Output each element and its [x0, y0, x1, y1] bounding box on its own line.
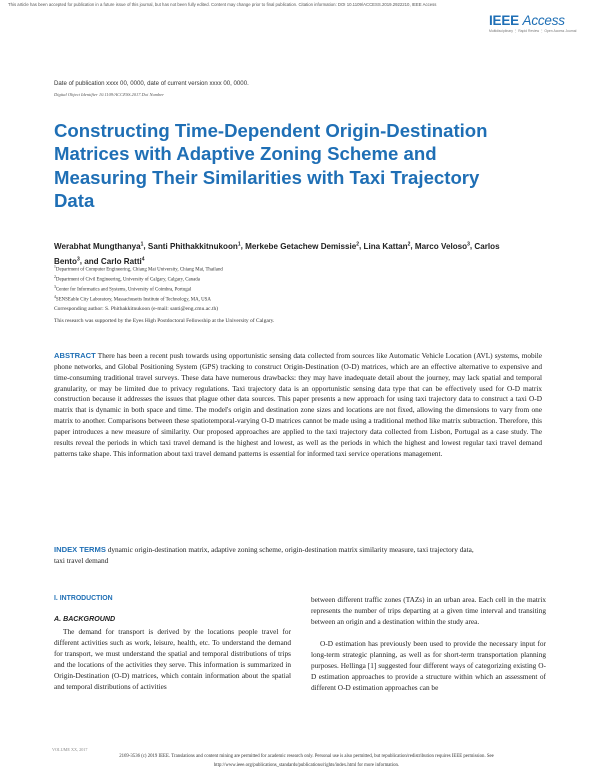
section-heading: I. INTRODUCTION [54, 595, 113, 602]
author: Lina Kattan$^2$ [363, 241, 411, 251]
author: Merkebe Getachew Demissie$^2$ [245, 241, 360, 251]
subsection-heading: A. BACKGROUND [54, 615, 116, 623]
logo-tagline: Multidisciplinary ⋮ Rapid Review ⋮ Open Access Journal [489, 29, 577, 33]
author: Werabhat Mungthanya$^1$ [54, 241, 144, 251]
author: Marco Veloso$^3$ [414, 241, 470, 251]
body-paragraph-right-2: O-D estimation has previously been used to provide the necessary input for long-term strategic planning, as well as for short-term transportation planning purposes. Hellinga [1] suggested four different ways of categorizing existing O-D estimation approaches to provide a structure within which an assessment of different O-D estimation approaches can be [311, 639, 546, 692]
affiliation: $^1$Department of Computer Engineering, Chiang Mai University, Chiang Mai, Thailand [54, 265, 223, 273]
abstract [54, 351, 542, 459]
logo-access: Access [522, 13, 565, 28]
affiliation: $^3$Center for Informatics and Systems, University of Coimbra, Portugal [54, 285, 192, 293]
index-terms [54, 545, 474, 567]
affiliation-list [54, 264, 524, 304]
index-terms-label: INDEX TERMS [54, 545, 106, 554]
page-footer [52, 747, 559, 770]
body-paragraph-left: The demand for transport is derived by the locations people travel for different activities such as work, leisure, health, etc. To understand the demand for transport, we must understand the spatial and temporal distributions of trips and the locations of the activities they serve. This information is summarized in Origin-Destination (O-D) matrices, which contain information about the spatial and temporal distributions of activities [54, 627, 291, 691]
copyright-line: 2169-3536 (c) 2019 IEEE. Translations and content mining are permitted for academic research only. Personal use is also permitted, but republication/redistribution requires IEEE permission. See [119, 754, 494, 759]
logo-wordmark [489, 14, 589, 28]
author-list: Werabhat Mungthanya$^1$, Santi Phithakkitnukoon$^1$, Merkebe Getachew Demissie$^2$, Lina Kattan$^2$, Marco Veloso$^3$, Carlos Bento$^3$, and Carlo Ratti$^4$ [54, 241, 500, 266]
affiliation: $^2$Department of Civil Engineering, University of Calgary, Calgary, Canada [54, 275, 200, 283]
publication-date-line: Date of publication xxxx 00, 0000, date of current version xxxx 00, 0000. [54, 80, 249, 87]
index-terms-text: dynamic origin-destination matrix, adaptive zoning scheme, origin-destination matrix similarity measure, taxi trajectory data, taxi travel demand [54, 545, 474, 565]
abstract-label: ABSTRACT [54, 351, 96, 360]
author: Carlos Bento$^3$ [54, 241, 500, 266]
top-citation-note: This article has been accepted for publication in a future issue of this journal, but has not been fully edited. Content may change prior to final publication. Citation information: DOI 10.1109/ACCESS.2019.2922210, IEEE Access [8, 2, 437, 7]
author: and Carlo Ratti$^4$ [84, 256, 145, 266]
volume-label: VOLUME XX, 2017 [52, 747, 88, 752]
abstract-text: There has been a recent push towards using opportunistic sensing data collected from sources like Automatic Vehicle Location (AVL) systems, mobile phone networks, and Global Positioning System (GPS) tracking to construct Origin-Destination (O-D) matrices, which are an effective alternative to expensive and time-consuming traditional travel surveys. These data have numerous drawbacks: they may have inadequate detail about the journey, may lack spatial and temporal granularity, or may be limited due to privacy regulations. Taxi trajectory data is an opportunistic sensing data type that can be effectively used for O-D matrix construction because it addresses the issues that plague other data sources. This paper presents a new approach for using taxi trajectory data to construct a taxi O-D matrix that is dynamic in both space and time. The model's origin and destination zone sizes and locations are not fixed, allowing the dimensions to vary from one matrix to another. Comparisons between these spatiotemporal-varying O-D matrices cannot be made using a traditional method like matrix subtraction. Therefore, this paper introduces a new measure of similarity. Our proposed approaches are applied to the taxi trajectory data collected from Lisbon, Portugal as a case study. The results reveal the periods in which taxi travel demand is the highest and lowest, as well as the periods in which the highest and lowest regular taxi travel demand patterns take shape. This information about taxi travel demand patterns is essential for informed taxi service operations management. [54, 351, 542, 458]
ieee-access-logo [489, 14, 589, 33]
affiliation: $^4$SENSEable City Laboratory, Massachusetts Institute of Technology, MA, USA [54, 295, 211, 303]
body-paragraph-right-1: between different traffic zones (TAZs) in an urban area. Each cell in the matrix represents the number of trips departing at a given time interval and transiting between an origin and a destination within the study area. [311, 595, 546, 626]
doi-line: Digital Object Identifier 10.1109/ACCESS.2017.Doi Number [54, 92, 165, 97]
logo-ieee: IEEE [489, 13, 519, 28]
rights-url-line: http://www.ieee.org/publications_standards/publications/rights/index.html for more information. [213, 763, 400, 768]
paper-title: Constructing Time-Dependent Origin-Destination Matrices with Adaptive Zoning Scheme and Measuring Their Similarities with Taxi Trajectory Data [54, 120, 488, 211]
funding-note: This research was supported by the Eyes High Postdoctoral Fellowship at the University of Calgary. [54, 318, 275, 324]
author: Santi Phithakkitnukoon$^1$ [147, 241, 241, 251]
corresponding-author: Corresponding author: S. Phithakkitnukoon (e-mail: santi@eng.cmu.ac.th) [54, 306, 219, 312]
